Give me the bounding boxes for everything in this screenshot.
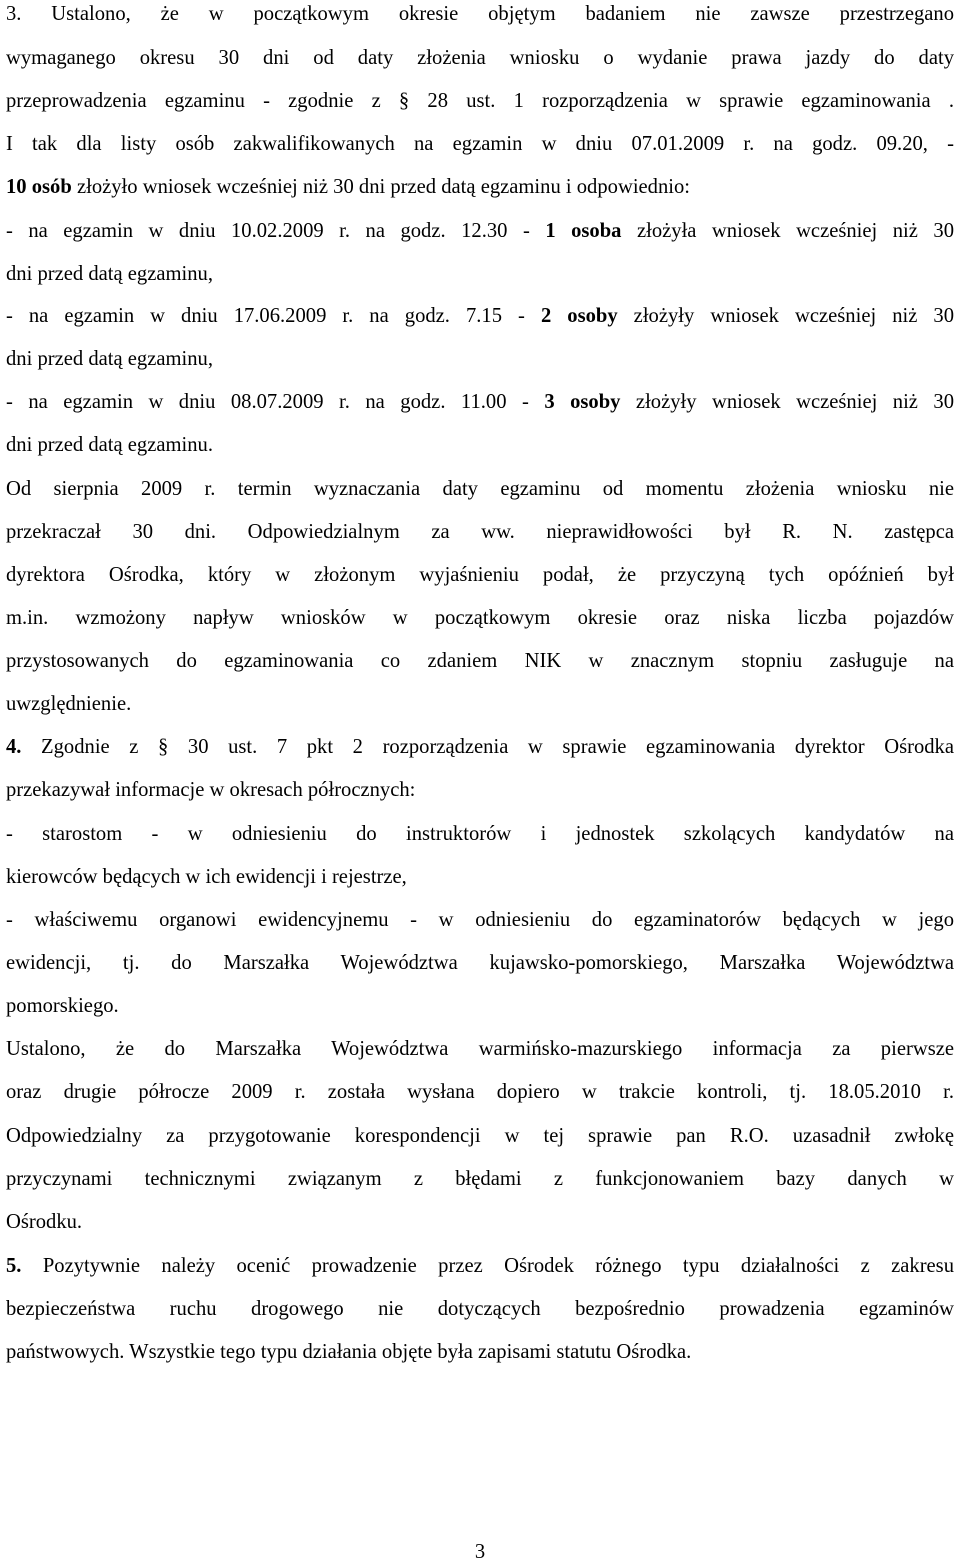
text-line — [6, 908, 954, 932]
text-run: przystosowanych do egzaminowania co zdaniem NIK w znacznym stopniu zasługuje na — [6, 650, 954, 672]
text-run: dni przed datą egzaminu, — [6, 348, 213, 370]
page-number: 3 — [474, 1541, 486, 1563]
text-line — [6, 1210, 954, 1234]
text-line — [6, 89, 954, 113]
text-line — [6, 649, 954, 673]
text-run: złożyły wniosek wcześniej niż 30 — [620, 391, 955, 413]
text-line — [6, 822, 954, 846]
text-line — [6, 735, 954, 759]
text-run: pomorskiego. — [6, 995, 119, 1017]
text-run: złożyło wniosek wcześniej niż 30 dni przed datą egzaminu i odpowiednio: — [71, 176, 691, 198]
text-line — [6, 132, 954, 156]
text-line — [6, 304, 954, 328]
bold-text: 4. — [6, 736, 22, 758]
text-run: państwowych. Wszystkie tego typu działania objęte była zapisami statutu Ośrodka. — [6, 1341, 692, 1363]
text-run: Zgodnie z § 30 ust. 7 pkt 2 rozporządzenia w sprawie egzaminowania dyrektor Ośrodka — [21, 736, 954, 758]
text-run: dni przed datą egzaminu. — [6, 434, 213, 456]
text-run: Odpowiedzialny za przygotowanie korespondencji w tej sprawie pan R.O. uzasadnił zwłokę — [6, 1125, 954, 1147]
text-line — [6, 1340, 954, 1364]
text-line — [6, 563, 954, 587]
text-run: m.in. wzmożony napływ wniosków w początkowym okresie oraz niska liczba pojazdów — [6, 607, 954, 629]
text-run: dni przed datą egzaminu, — [6, 263, 213, 285]
text-run: dyrektora Ośrodka, który w złożonym wyjaśnieniu podał, że przyczyną tych opóźnień był — [6, 564, 954, 586]
text-run: - na egzamin w dniu 08.07.2009 r. na godz. 11.00 - — [6, 391, 545, 413]
text-line — [6, 262, 954, 286]
text-line — [6, 520, 954, 544]
text-line — [6, 175, 954, 199]
text-run: zastępca — [884, 521, 954, 543]
text-run: Ustalono, że do Marszałka Województwa warmińsko-mazurskiego informacja za pierwsze — [6, 1038, 954, 1060]
text-run: - starostom - w odniesieniu do instruktorów i jednostek szkolących kandydatów na — [6, 823, 954, 845]
text-line — [6, 1254, 954, 1278]
bold-text: 2 osoby — [540, 305, 618, 327]
text-line — [6, 692, 954, 716]
bold-text: 1 osoba — [545, 220, 622, 242]
text-run: Ośrodku. — [6, 1211, 83, 1233]
text-run: Pozytywnie należy ocenić prowadzenie przez Ośrodek różnego typu działalności z zakresu — [21, 1255, 954, 1277]
text-run: przeprowadzenia egzaminu - zgodnie z § 28 ust. 1 rozporządzenia w sprawie egzaminowania . — [6, 90, 954, 112]
bold-text: 10 osób — [6, 176, 72, 198]
text-line — [6, 951, 954, 975]
text-line — [6, 994, 954, 1018]
text-run: przyczynami technicznymi związanym z błędami z funkcjonowaniem bazy danych w — [6, 1168, 954, 1190]
document-page — [6, 0, 954, 1565]
text-run: - na egzamin w dniu 10.02.2009 r. na godz. 12.30 - — [6, 220, 546, 242]
text-run: kierowców będących w ich ewidencji i rejestrze, — [6, 866, 407, 888]
text-line — [6, 433, 954, 457]
text-line — [6, 2, 954, 26]
text-run: przekazywał informacje w okresach półrocznych: — [6, 779, 416, 801]
bold-text: 5. — [6, 1255, 22, 1277]
text-line — [6, 1167, 954, 1191]
text-line — [6, 219, 954, 243]
text-run: wymaganego okresu 30 dni od daty złożenia wniosku o wydanie prawa jazdy do daty — [6, 47, 954, 69]
text-line — [6, 347, 954, 371]
text-run: oraz drugie półrocze 2009 r. została wysłana dopiero w trakcie kontroli, tj. 18.05.2010 r. — [6, 1081, 954, 1103]
text-line — [6, 46, 954, 70]
text-line — [6, 865, 954, 889]
text-run: bezpieczeństwa ruchu drogowego nie dotyczących bezpośrednio prowadzenia egzaminów — [6, 1298, 954, 1320]
text-run: - na egzamin w dniu 17.06.2009 r. na godz. 7.15 - — [6, 305, 541, 327]
bold-text: 3 osoby — [544, 391, 621, 413]
text-run: przekraczał 30 dni. Odpowiedzialnym za ww. nieprawidłowości był R. N. — [6, 521, 885, 543]
text-line — [6, 606, 954, 630]
text-line — [6, 390, 954, 414]
text-run: złożyła wniosek wcześniej niż 30 — [621, 220, 954, 242]
text-run: I tak dla listy osób zakwalifikowanych na egzamin w dniu 07.01.2009 r. na godz. 09.20, - — [6, 133, 954, 155]
text-run: Od sierpnia 2009 r. termin wyznaczania daty egzaminu od momentu złożenia wniosku nie — [6, 478, 954, 500]
text-run: ewidencji, tj. do Marszałka Województwa kujawsko-pomorskiego, Marszałka Województwa — [6, 952, 954, 974]
text-line — [6, 1037, 954, 1061]
text-run: złożyły wniosek wcześniej niż 30 — [617, 305, 954, 327]
text-run: uwzględnienie. — [6, 693, 132, 715]
text-line — [6, 1297, 954, 1321]
text-line — [6, 1124, 954, 1148]
text-run: 3. Ustalono, że w początkowym okresie objętym badaniem nie zawsze przestrzegano — [6, 3, 954, 25]
text-line — [6, 477, 954, 501]
text-run: - właściwemu organowi ewidencyjnemu - w odniesieniu do egzaminatorów będących w jego — [6, 909, 954, 931]
text-line — [6, 1080, 954, 1104]
text-line — [6, 778, 954, 802]
